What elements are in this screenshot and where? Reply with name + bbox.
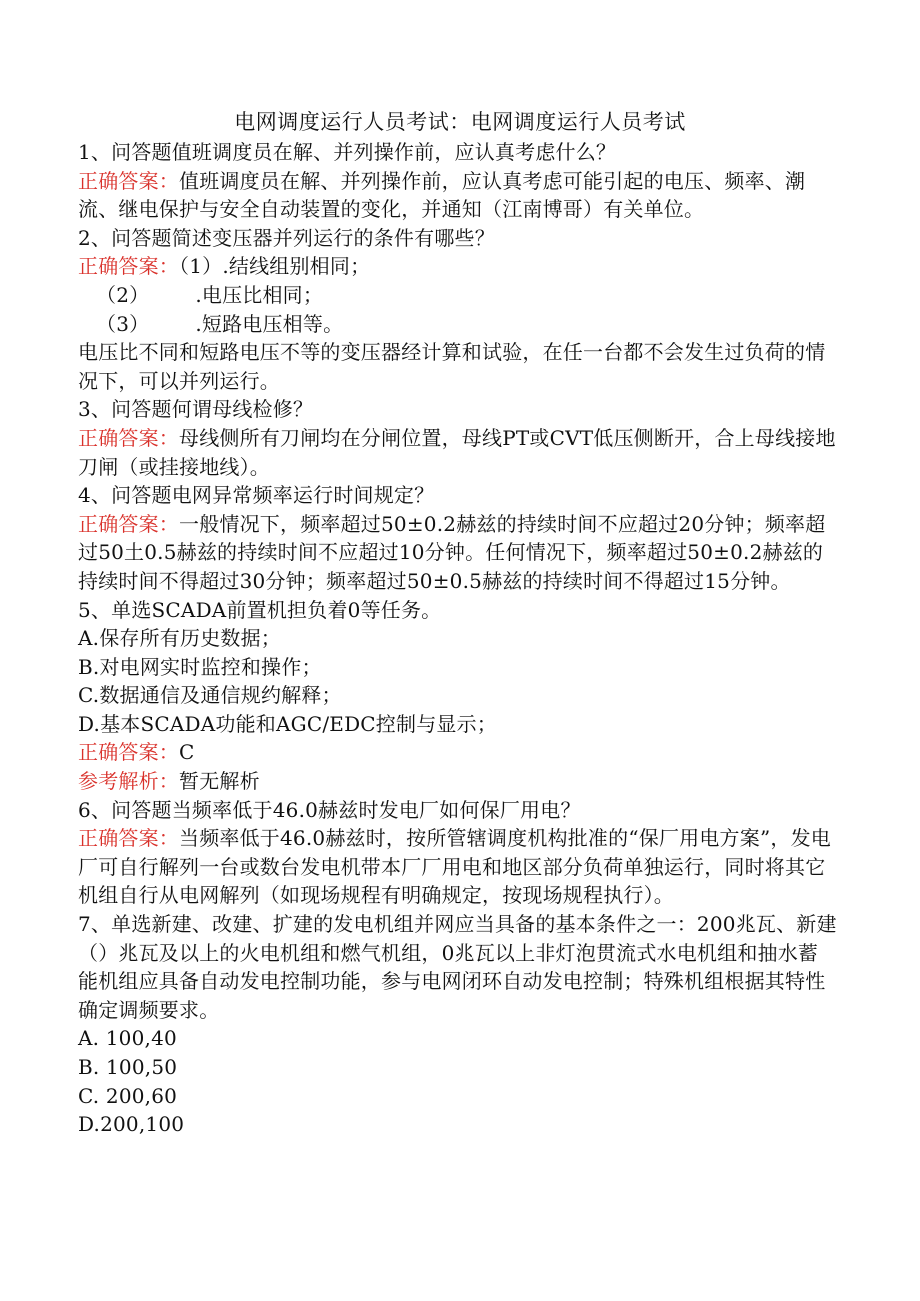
answer-1-text: 值班调度员在解、并列操作前，应认真考虑可能引起的电压、频率、潮流、继电保护与安全自动装置的变化，并通知（江南博哥）有关单位。 (78, 168, 806, 222)
answer-1 (78, 167, 838, 224)
answer-label: 正确答案： (78, 511, 179, 536)
item-2-number: （2） (96, 282, 150, 307)
item-3-text: .短路电压相等。 (195, 311, 344, 336)
item-2-text: .电压比相同； (195, 282, 324, 307)
item-3-number: （3） (96, 311, 150, 336)
answer-2-note: 电压比不同和短路电压不等的变压器经计算和试验，在任一台都不会发生过负荷的情况下，可以并列运行。 (78, 340, 826, 393)
question-6: 6、问答题当频率低于46.0赫兹时发电厂如何保厂用电？ (78, 797, 581, 822)
answer-2-item-3 (78, 310, 838, 339)
option-a: A.保存所有历史数据； (78, 626, 282, 651)
answer-2-item-2 (78, 281, 838, 310)
question-4: 4、问答题电网异常频率运行时间规定？ (78, 483, 435, 508)
document-body (78, 138, 838, 1139)
answer-4-text: 一般情况下，频率超过50±0.2赫兹的持续时间不应超过20分钟；频率超过50土0.5赫兹的持续时间不应超过10分钟。任何情况下，频率超过50±0.2赫兹的持续时间不得超过30分钟；频率超过50±0.5赫兹的持续时间不得超过15分钟。 (78, 511, 826, 593)
answer-4 (78, 510, 838, 596)
analysis-5 (78, 767, 838, 796)
page-title: 电网调度运行人员考试：电网调度运行人员考试 (234, 110, 686, 134)
answer-label: 正确答案： (78, 254, 179, 279)
question-3: 3、问答题何谓母线检修？ (78, 397, 314, 422)
answer-3 (78, 424, 838, 481)
option-c: C.数据通信及通信规约解释； (78, 683, 342, 708)
analysis-label: 参考解析： (78, 769, 179, 794)
question-2: 2、问答题简述变压器并列运行的条件有哪些？ (78, 225, 495, 250)
option-a: A. 100,40 (78, 1026, 177, 1051)
answer-label: 正确答案： (78, 168, 179, 193)
answer-6 (78, 824, 838, 910)
answer-label: 正确答案： (78, 826, 179, 851)
question-7: 7、单选新建、改建、扩建的发电机组并网应当具备的基本条件之一：200兆瓦、新建（）兆瓦及以上的火电机组和燃气机组，0兆瓦以上非灯泡贯流式水电机组和抽水蓄能机组应具备自动发电控制功能，参与电网闭环自动发电控制；特殊机组根据其特性确定调频要求。 (78, 912, 837, 1022)
option-b: B.对电网实时监控和操作； (78, 654, 322, 679)
answer-5 (78, 738, 838, 767)
answer-3-text: 母线侧所有刀闸均在分闸位置，母线PT或CVT低压侧断开，合上母线接地刀闸（或挂接地线）。 (78, 425, 836, 479)
question-5: 5、单选SCADA前置机担负着0等任务。 (78, 597, 442, 622)
option-d: D.基本SCADA功能和AGC/EDC控制与显示； (78, 711, 498, 736)
question-1: 1、问答题值班调度员在解、并列操作前，应认真考虑什么？ (78, 140, 617, 164)
option-b: B. 100,50 (78, 1055, 178, 1079)
analysis-5-text: 暂无解析 (179, 769, 260, 794)
answer-2-item-1-text: （1）.结线组别相同； (179, 254, 371, 279)
answer-6-text: 当频率低于46.0赫兹时，按所管辖调度机构批准的“保厂用电方案”，发电厂可自行解列一台或数台发电机带本厂厂用电和地区部分负荷单独运行，同时将其它机组自行从电网解列（如现场规程有明确规定，按现场规程执行）。 (78, 826, 831, 908)
answer-5-text: C (179, 740, 195, 765)
answer-label: 正确答案： (78, 425, 179, 450)
answer-label: 正确答案： (78, 740, 179, 765)
option-d: D.200,100 (78, 1112, 185, 1137)
answer-2-item-1 (78, 252, 838, 281)
option-c: C. 200,60 (78, 1083, 178, 1108)
